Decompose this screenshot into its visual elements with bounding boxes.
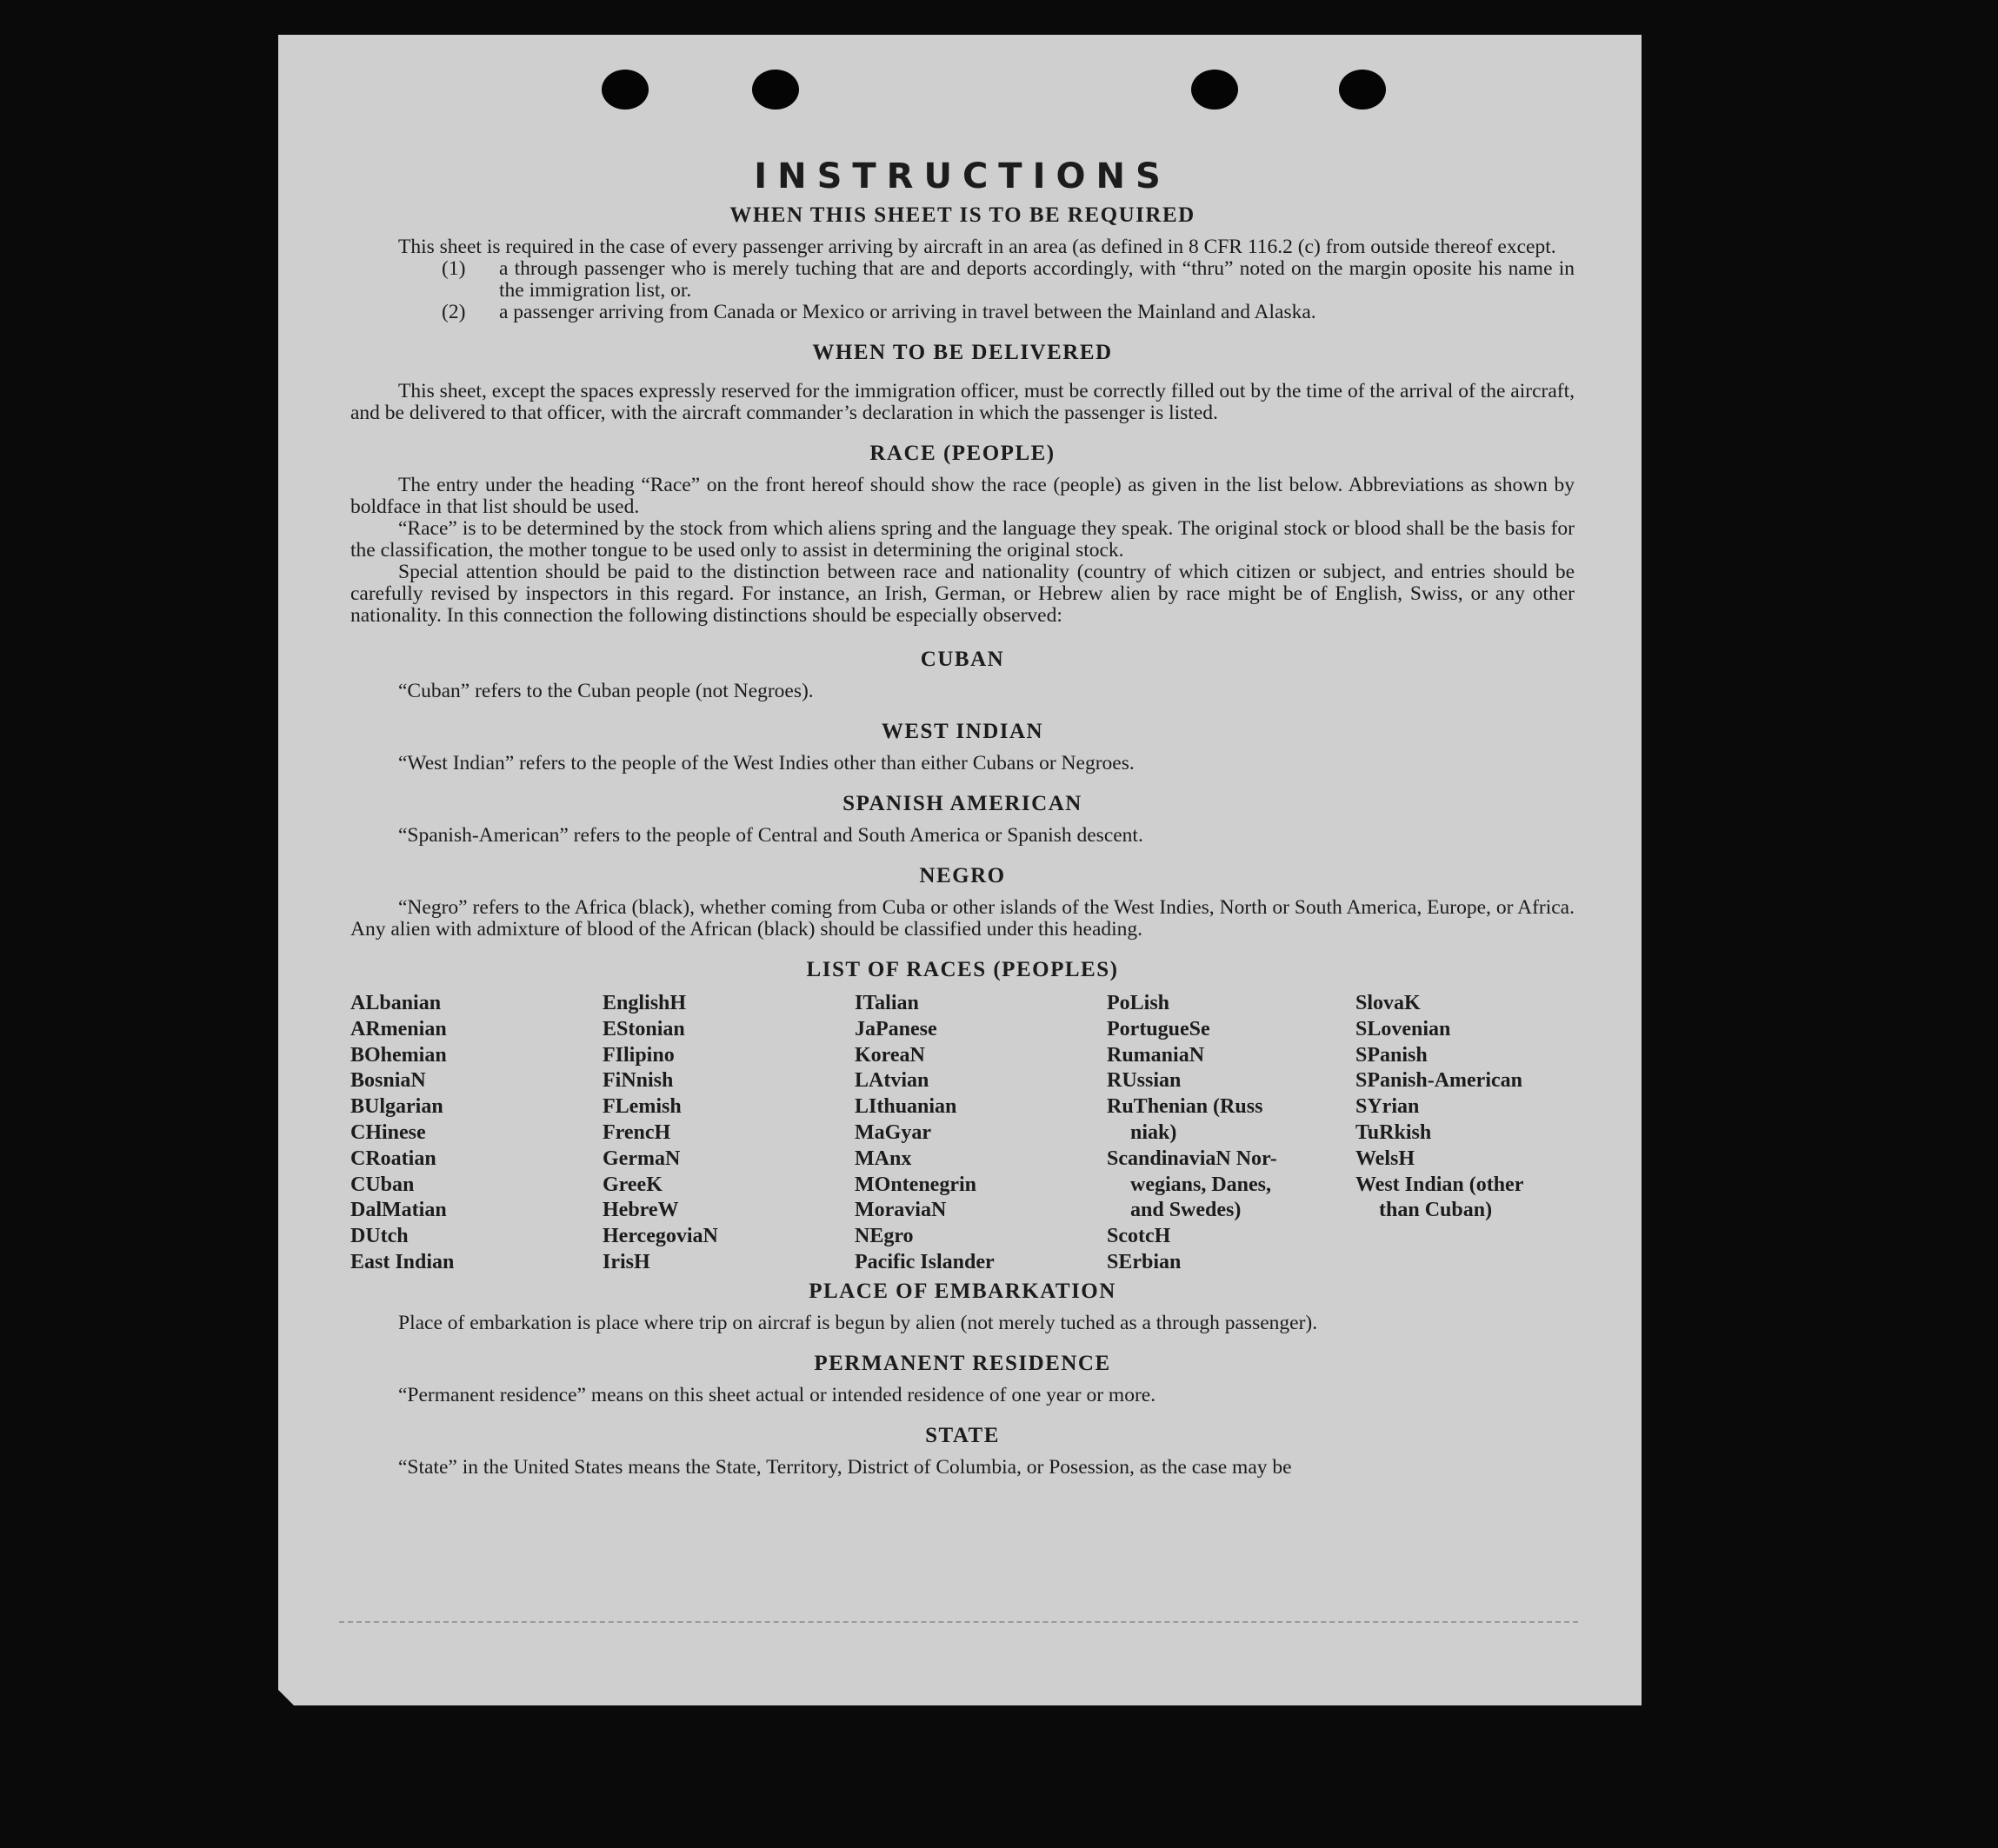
document-sheet (278, 35, 1642, 1705)
heading-state: STATE (925, 1423, 1000, 1447)
race-entry: FiNnish (603, 1069, 674, 1093)
race-entry: LAtvian (855, 1069, 929, 1093)
race-entry: MAnx (855, 1147, 912, 1170)
heading-west-indian: WEST INDIAN (881, 720, 1044, 743)
item-number: (1) (442, 257, 466, 280)
list-item (442, 302, 1575, 323)
races-column (1355, 991, 1575, 1276)
item-number: (2) (442, 301, 466, 323)
races-column (350, 991, 603, 1276)
race-entry: FLemish (603, 1095, 682, 1119)
item-text: a through passenger who is merely tuching that are and deports accordingly, with “thru” noted on the margin oposite his name in the immigration list, or. (499, 257, 1575, 302)
race-entry: JaPanese (855, 1017, 937, 1040)
race-entry: SYrian (1355, 1095, 1420, 1119)
race-entry: WelsH (1355, 1147, 1415, 1170)
race-entry: DalMatian (350, 1199, 447, 1222)
race-entry: CHinese (350, 1120, 426, 1144)
race-entry: IrisH (603, 1250, 650, 1273)
race-entry: HercegoviaN (603, 1225, 718, 1248)
race-entry: GreeK (603, 1173, 663, 1196)
race-paragraph-3: Special attention should be paid to the distinction between race and nationality (country of which citizen or subject, and entries should be carefully revised by inspectors in this regard. For instance, an Irish, German, or Hebrew alien by race might be of English, Swiss, or any other nationality. In this connection the following distinctions should be especially observed: (350, 561, 1575, 627)
list-item (442, 258, 1575, 302)
heading-delivered: WHEN TO BE DELIVERED (812, 341, 1113, 364)
embarkation-text: Place of embarkation is place where trip on aircraf is begun by alien (not merely tuched as a through passenger). (398, 1311, 1318, 1334)
race-entry: SlovaK (1355, 992, 1421, 1014)
race-entry-continuation: niak) (1130, 1120, 1177, 1144)
west-indian-text: “West Indian” refers to the people of the West Indies other than either Cubans or Negroes. (398, 752, 1135, 774)
race-entry: BOhemian (350, 1043, 447, 1067)
race-entry: EStonian (603, 1017, 685, 1040)
race-entry: MaGyar (855, 1120, 931, 1144)
race-entry: ARmenian (350, 1017, 447, 1040)
race-paragraph-1: The entry under the heading “Race” on the front hereof should show the race (people) as given in the list below. Abbreviations as shown by boldface in that list should be used. (350, 474, 1575, 518)
heading-residence: PERMANENT RESIDENCE (814, 1351, 1111, 1375)
races-column (603, 991, 855, 1276)
race-entry: KoreaN (855, 1043, 925, 1067)
race-entry: DUtch (350, 1225, 409, 1248)
race-entry-continuation: than Cuban) (1379, 1199, 1493, 1222)
residence-text: “Permanent residence” means on this sheet actual or intended residence of one year or more. (398, 1383, 1156, 1406)
race-entry-continuation: and Swedes) (1130, 1199, 1242, 1222)
punch-hole (752, 70, 799, 110)
race-entry: SErbian (1107, 1250, 1182, 1273)
cuban-text: “Cuban” refers to the Cuban people (not Negroes). (398, 680, 814, 702)
punch-hole (1339, 70, 1386, 110)
races-list (350, 991, 1575, 1276)
race-entry: MOntenegrin (855, 1173, 976, 1196)
divider (339, 1621, 1578, 1623)
race-entry: BosniaN (350, 1069, 426, 1093)
heading-required: WHEN THIS SHEET IS TO BE REQUIRED (729, 203, 1195, 227)
race-entry: EnglishH (603, 992, 687, 1014)
race-entry: FIlipino (603, 1043, 675, 1067)
race-entry: CRoatian (350, 1147, 436, 1170)
race-entry: West Indian (other (1355, 1173, 1524, 1196)
race-entry: SPanish-American (1355, 1069, 1522, 1093)
race-entry: NEgro (855, 1225, 914, 1248)
heading-list-of-races: LIST OF RACES (PEOPLES) (806, 958, 1119, 981)
race-entry: TuRkish (1355, 1120, 1432, 1144)
delivered-text: This sheet, except the spaces expressly reserved for the immigration officer, must be correctly filled out by the time of the arrival of the aircraft, and be delivered to that officer, with the aircraft commander’s declaration in which the passenger is listed. (350, 380, 1575, 424)
instructions-content (350, 156, 1575, 1479)
race-entry: LIthuanian (855, 1095, 957, 1119)
negro-text: “Negro” refers to the Africa (black), whether coming from Cuba or other islands of the West Indies, North or South America, Europe, or Africa. Any alien with admixture of blood of the African (black) should be classified under this heading. (350, 896, 1575, 941)
race-paragraph-2: “Race” is to be determined by the stock from which aliens spring and the language they speak. The original stock or blood shall be the basis for the classification, the mother tongue to be used only to assist in determining the original stock. (350, 517, 1575, 562)
race-entry: Pacific Islander (855, 1250, 995, 1273)
race-entry: ScotcH (1107, 1225, 1171, 1248)
race-entry: CUban (350, 1173, 415, 1196)
heading-negro: NEGRO (919, 864, 1006, 887)
required-intro: This sheet is required in the case of every passenger arriving by aircraft in an area (as defined in 8 CFR 116.2 (c) from outside thereof except. (398, 236, 1556, 258)
race-entry: RumaniaN (1107, 1043, 1205, 1067)
race-entry: GermaN (603, 1147, 681, 1170)
spanish-american-text: “Spanish-American” refers to the people of Central and South America or Spanish descent. (398, 824, 1143, 847)
punch-hole (602, 70, 649, 110)
race-entry: RuThenian (Russ (1107, 1095, 1263, 1119)
race-entry: East Indian (350, 1250, 455, 1273)
folded-corner (276, 1688, 296, 1707)
races-column (855, 991, 1107, 1276)
race-entry: SPanish (1355, 1043, 1428, 1067)
heading-spanish-american: SPANISH AMERICAN (842, 792, 1082, 815)
race-entry: MoraviaN (855, 1199, 947, 1222)
race-entry: ITalian (855, 992, 919, 1014)
race-entry: PoLish (1107, 992, 1170, 1014)
heading-embarkation: PLACE OF EMBARKATION (809, 1279, 1116, 1303)
heading-cuban: CUBAN (920, 648, 1005, 671)
page-title: INSTRUCTIONS (754, 156, 1171, 196)
race-entry: ScandinaviaN Nor- (1107, 1147, 1277, 1170)
race-entry: RUssian (1107, 1069, 1182, 1093)
item-text: a passenger arriving from Canada or Mexico or arriving in travel between the Mainland and Alaska. (499, 301, 1316, 323)
race-entry: HebreW (603, 1199, 679, 1222)
race-entry: PortugueSe (1107, 1017, 1210, 1040)
race-entry-continuation: wegians, Danes, (1130, 1173, 1272, 1196)
heading-race: RACE (PEOPLE) (869, 442, 1056, 465)
race-entry: BUlgarian (350, 1095, 443, 1119)
punch-hole (1191, 70, 1238, 110)
race-entry: FrencH (603, 1120, 671, 1144)
race-entry: ALbanian (350, 992, 442, 1014)
race-entry: SLovenian (1355, 1017, 1451, 1040)
races-column (1107, 991, 1355, 1276)
state-text: “State” in the United States means the State, Territory, District of Columbia, or Posession, as the case may be (398, 1455, 1292, 1479)
